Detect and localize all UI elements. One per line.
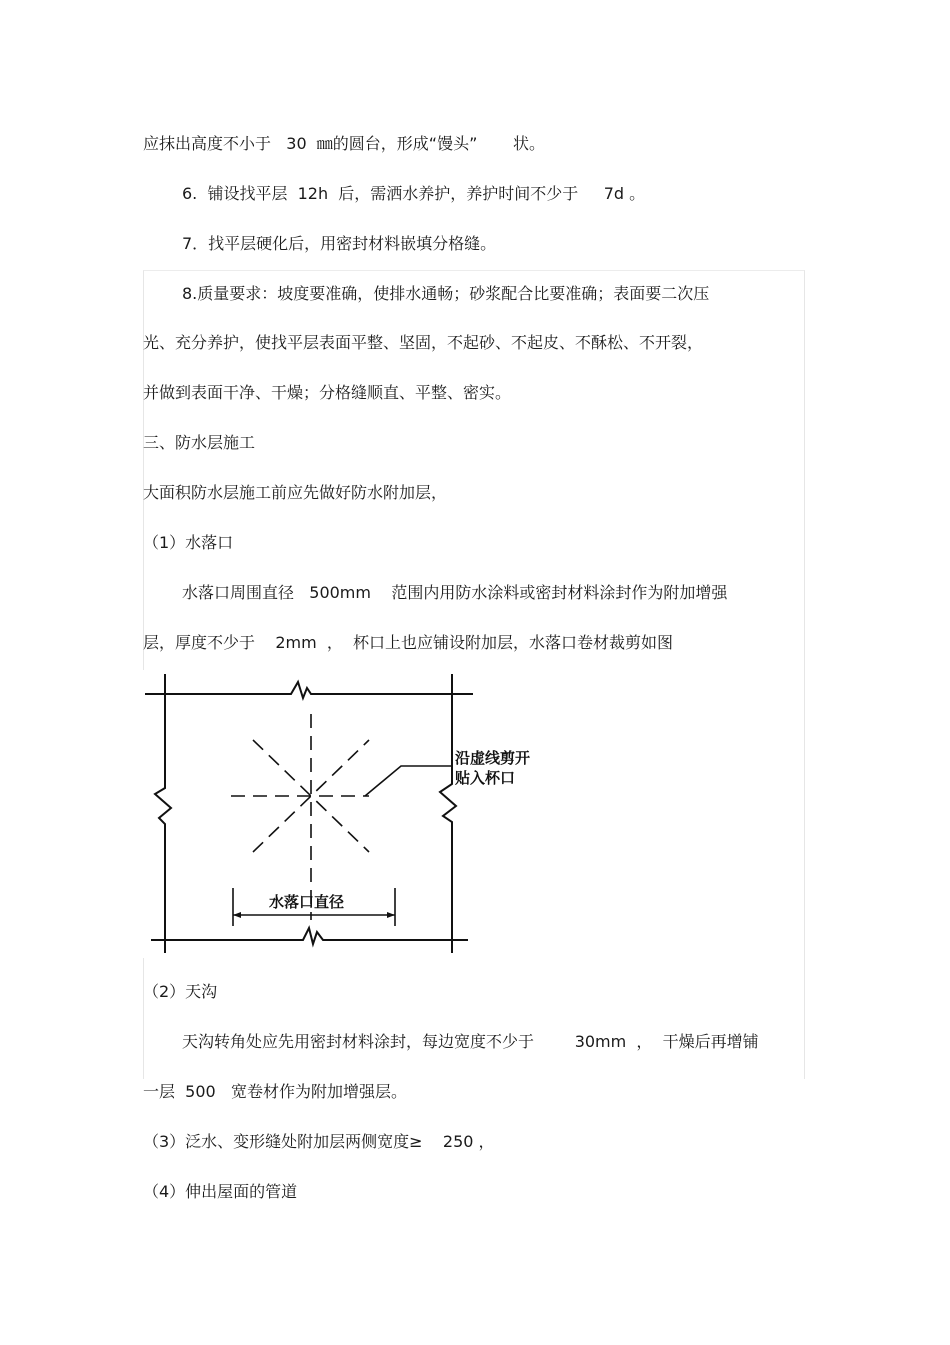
right-edge [440, 674, 456, 953]
bottom-edge [151, 928, 468, 944]
text-line-6: 并做到表面干净、干燥；分格缝顺直、平整、密实。 [143, 383, 512, 402]
text-line-14: 一层 500 宽卷材作为附加增强层。 [143, 1082, 407, 1101]
text-line-2: 6. 铺设找平层 12h 后，需洒水养护，养护时间不少于 7d 。 [182, 184, 646, 203]
text-line-1: 应抹出高度不小于 30 ㎜的圆台，形成“馒头” 状。 [143, 134, 545, 153]
item-heading-3: （3）泛水、变形缝处附加层两侧宽度≥ 250 ， [143, 1132, 495, 1151]
dimension-label: 水落口直径 [269, 893, 345, 911]
item-heading-2: （2）天沟 [143, 982, 218, 1001]
dimension-arrow-right [387, 912, 395, 918]
dimension-arrow-left [233, 912, 241, 918]
item-heading-1: （1）水落口 [143, 533, 234, 552]
item-heading-4: （4）伸出屋面的管道 [143, 1182, 298, 1201]
annotation-line-1: 沿虚线剪开 [455, 749, 531, 767]
top-edge [145, 682, 473, 698]
drain-cut-diagram [143, 670, 563, 958]
section-heading: 三、防水层施工 [143, 433, 256, 452]
text-line-3: 7．找平层硬化后，用密封材料嵌填分格缝。 [182, 234, 497, 253]
text-line-10: 水落口周围直径 500mm 范围内用防水涂料或密封材料涂封作为附加增强 [182, 583, 728, 602]
text-line-11: 层，厚度不少于 2mm ， 杯口上也应铺设附加层，水落口卷材裁剪如图 [143, 633, 674, 652]
text-line-13: 天沟转角处应先用密封材料涂封，每边宽度不少于 30mm ， 干燥后再增铺 [182, 1032, 759, 1051]
diagram-svg [143, 670, 563, 958]
text-line-4: 8.质量要求：坡度要准确，使排水通畅；砂浆配合比要准确；表面要二次压 [182, 284, 710, 303]
cut-lines [231, 714, 369, 920]
text-line-5: 光、充分养护，使找平层表面平整、坚固，不起砂、不起皮、不酥松、不开裂， [143, 333, 704, 352]
annotation-line-2: 贴入杯口 [455, 769, 516, 787]
diagram-frame [145, 674, 473, 953]
left-edge [155, 674, 171, 953]
text-line-8: 大面积防水层施工前应先做好防水附加层， [143, 483, 448, 502]
